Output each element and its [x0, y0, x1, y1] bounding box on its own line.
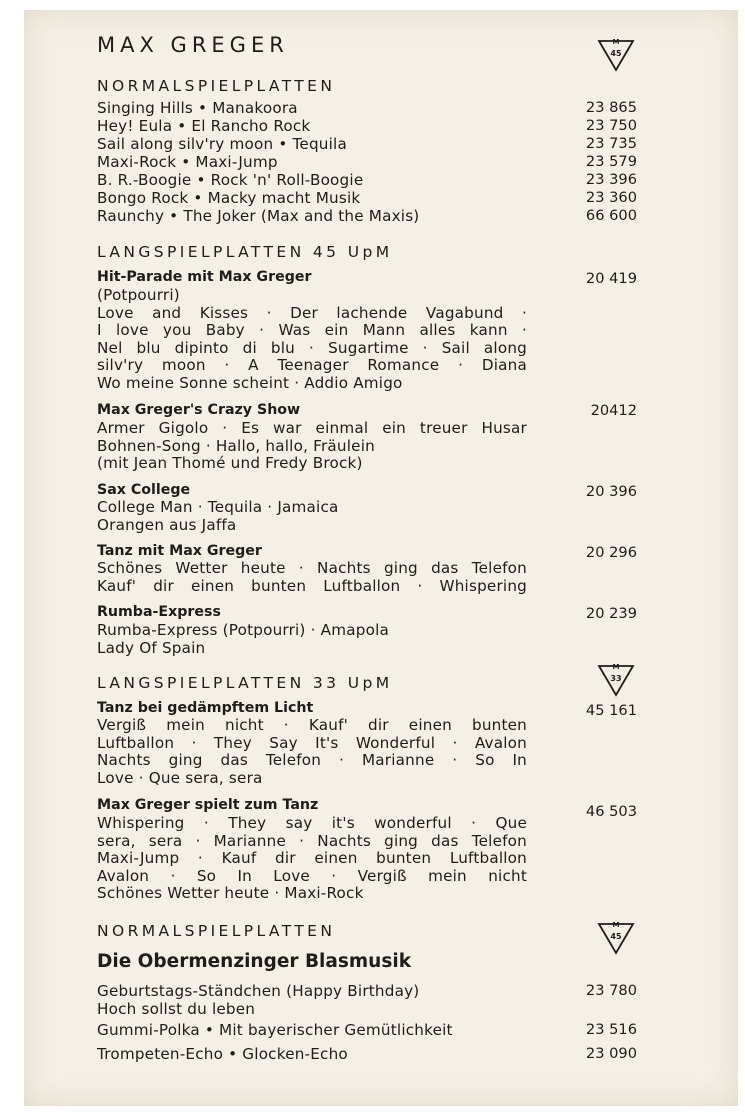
album-tracks — [97, 287, 527, 392]
record-title: Raunchy • The Joker (Max and the Maxis) — [97, 207, 420, 225]
track-line: sera, sera · Marianne · Nachts ging das Telefon — [97, 831, 527, 850]
track-line: Bohnen-Song · Hallo, hallo, Fräulein — [97, 436, 375, 455]
track-line: Whispering · They say it's wonderful · Que — [97, 814, 527, 832]
album-title: Tanz mit Max Greger — [97, 543, 262, 559]
logo-speed: 45 — [610, 932, 622, 941]
record-number: 23 090 — [585, 1045, 637, 1062]
album-tracks — [97, 499, 527, 534]
album-tracks — [97, 717, 527, 787]
m45-label-icon — [596, 37, 636, 75]
album-tracks — [97, 622, 527, 657]
logo-letter: M — [612, 38, 620, 46]
list-item — [97, 117, 637, 135]
track-line: Avalon · So In Love · Vergiß mein nicht — [97, 866, 527, 885]
logo-letter: M — [612, 663, 620, 671]
album-title: Tanz bei gedämpftem Licht — [97, 700, 314, 716]
track-line: Vergiß mein nicht · Kauf' dir einen bunten — [97, 716, 527, 734]
album-number: 45 161 — [585, 702, 637, 719]
record-number: 23 735 — [585, 135, 637, 152]
track-line: silv'ry moon · A Teenager Romance · Diana — [97, 356, 527, 374]
record-title: Singing Hills • Manakoora — [97, 99, 298, 117]
group-title: Die Obermenzinger Blasmusik — [97, 951, 411, 972]
record-title: Sail along silv'ry moon • Tequila — [97, 135, 347, 153]
album-title: Max Greger spielt zum Tanz — [97, 797, 319, 813]
list-item — [97, 1045, 637, 1063]
list-item — [97, 189, 637, 207]
record-number: 66 600 — [585, 207, 637, 224]
track-line: Schönes Wetter heute · Maxi-Rock — [97, 884, 364, 902]
record-number: 23 865 — [585, 99, 637, 116]
record-title: Gummi-Polka • Mit bayerischer Gemütlichkeit — [97, 1021, 453, 1039]
m33-label-icon — [596, 662, 636, 700]
track-line: Nachts ging das Telefon · Marianne · So In — [97, 751, 527, 769]
record-title: Maxi-Rock • Maxi-Jump — [97, 153, 278, 171]
track-line: I love you Baby · Was ein Mann alles kann · — [97, 321, 527, 339]
album-number: 46 503 — [585, 803, 637, 820]
track-line: Luftballon · They Say It's Wonderful · Avalon — [97, 733, 527, 752]
record-number: 23 360 — [585, 189, 637, 206]
list-item — [97, 171, 637, 189]
track-line: Rumba-Express (Potpourri) · Amapola — [97, 621, 389, 639]
track-line: Lady Of Spain — [97, 638, 206, 657]
record-number: 23 750 — [585, 117, 637, 134]
record-title: Bongo Rock • Macky macht Musik — [97, 189, 361, 207]
track-line: (mit Jean Thomé und Fredy Brock) — [97, 454, 363, 472]
album-number: 20412 — [590, 402, 637, 419]
record-number: 23 516 — [585, 1021, 637, 1038]
track-line: Love and Kisses · Der lachende Vagabund · — [97, 303, 527, 322]
track-line: Wo meine Sonne scheint · Addio Amigo — [97, 373, 403, 392]
album-tracks — [97, 420, 527, 473]
track-line: Schönes Wetter heute · Nachts ging das Telefon — [97, 559, 527, 577]
record-number: 23 396 — [585, 171, 637, 188]
record-title: Hey! Eula • El Rancho Rock — [97, 117, 311, 135]
record-title: Geburtstags-Ständchen (Happy Birthday) — [97, 982, 420, 1000]
list-item — [97, 1021, 637, 1039]
album-tracks — [97, 815, 527, 903]
record-number: 23 780 — [585, 982, 637, 999]
album-title: Rumba-Express — [97, 604, 221, 620]
track-line: (Potpourri) — [97, 286, 180, 304]
album-tracks — [97, 560, 527, 595]
track-line: Nel blu dipinto di blu · Sugartime · Sail along — [97, 338, 527, 357]
record-number: 23 579 — [585, 153, 637, 170]
list-item — [97, 982, 637, 1000]
track-line: Orangen aus Jaffa — [97, 515, 237, 534]
track-line: College Man · Tequila · Jamaica — [97, 498, 339, 516]
section-heading-lp45: LANGSPIELPLATTEN 45 UpM — [97, 243, 393, 261]
section-heading-normal: NORMALSPIELPLATTEN — [97, 77, 336, 95]
record-title-continued: Hoch sollst du leben — [97, 1000, 256, 1018]
album-number: 20 419 — [585, 270, 637, 287]
section-heading-lp33: LANGSPIELPLATTEN 33 UpM — [97, 674, 393, 692]
album-number: 20 396 — [585, 483, 637, 500]
track-line: Kauf' dir einen bunten Luftballon · Whispering — [97, 576, 527, 595]
list-item — [97, 1000, 637, 1018]
logo-speed: 33 — [610, 674, 622, 683]
album-title: Max Greger's Crazy Show — [97, 402, 301, 418]
artist-name: MAX GREGER — [97, 33, 289, 57]
album-title: Sax College — [97, 482, 191, 498]
list-item — [97, 153, 637, 171]
track-line: Love · Que sera, sera — [97, 768, 263, 787]
record-title: B. R.-Boogie • Rock 'n' Roll-Boogie — [97, 171, 364, 189]
list-item — [97, 207, 637, 225]
logo-letter: M — [612, 921, 620, 929]
album-title: Hit-Parade mit Max Greger — [97, 269, 312, 285]
track-line: Armer Gigolo · Es war einmal ein treuer Husar — [97, 419, 527, 437]
logo-speed: 45 — [610, 49, 622, 58]
album-number: 20 239 — [585, 605, 637, 622]
list-item — [97, 135, 637, 153]
section-heading-normal2: NORMALSPIELPLATTEN — [97, 922, 336, 940]
record-title: Trompeten-Echo • Glocken-Echo — [97, 1045, 348, 1063]
list-item — [97, 99, 637, 117]
m45-label-icon — [596, 920, 636, 958]
album-number: 20 296 — [585, 544, 637, 561]
track-line: Maxi-Jump · Kauf dir einen bunten Luftballon — [97, 849, 527, 867]
